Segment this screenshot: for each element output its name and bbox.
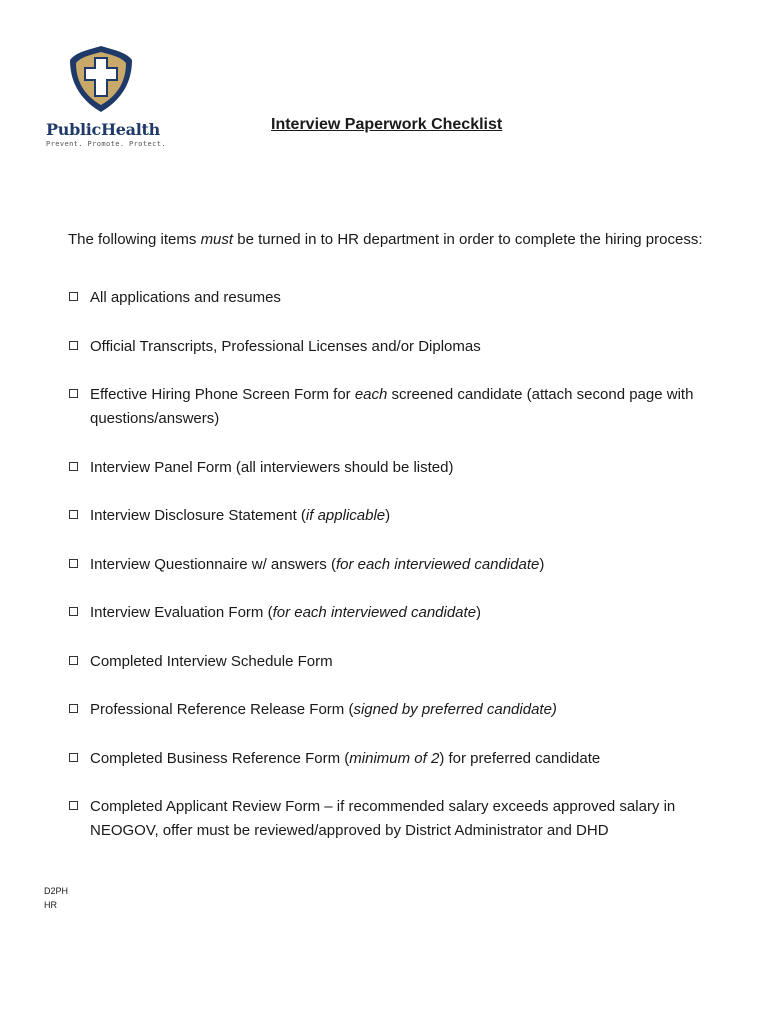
item-text: Interview Evaluation Form ( [90,604,273,621]
checklist-item [68,335,728,359]
checkbox[interactable] [69,510,78,519]
item-text: Interview Questionnaire w/ answers ( [90,555,336,573]
item-text-end: screened candidate (attach second page with questions/answers) [90,386,694,427]
checklist-item [68,383,728,431]
checkbox[interactable] [69,607,78,616]
checkbox[interactable] [69,656,78,665]
intro-text-end: be turned in to HR department in order to complete the hiring process: [233,231,703,248]
footer-line: HR [44,900,57,910]
footer-line: D2PH [44,886,69,896]
checklist [68,286,728,868]
checkbox[interactable] [69,704,78,713]
footer-code [44,884,68,912]
item-italic: minimum of 2 [349,749,440,767]
item-italic: if applicable [305,507,386,524]
item-text-end: ) [539,555,545,573]
checkbox[interactable] [69,389,78,398]
checklist-item [68,504,728,528]
item-text: Official Transcripts, Professional Licenses and/or Diplomas [90,337,481,355]
intro-text: The following items [68,231,201,248]
checklist-item [68,650,728,674]
item-text: Completed Applicant Review Form – if recommended salary exceeds approved salary in NEOGOV, offer must be reviewed/approved by District Administrator and DHD [90,798,676,839]
item-italic: signed by preferred candidate) [353,701,557,718]
logo-tagline: Prevent. Promote. Protect. [46,140,166,148]
checklist-item [68,553,728,577]
checklist-item [68,286,728,310]
item-italic: for each interviewed candidate [272,604,477,621]
intro-emphasis: must [200,231,234,248]
item-text-end: ) for preferred candidate [439,749,601,767]
checklist-item [68,456,728,480]
item-text: Interview Disclosure Statement ( [90,507,306,524]
item-text: Completed Interview Schedule Form [90,652,333,670]
item-text: Effective Hiring Phone Screen Form for [90,386,355,403]
item-text: Interview Panel Form (all interviewers should be listed) [90,458,454,476]
checkbox[interactable] [69,753,78,762]
page-title: Interview Paperwork Checklist [271,116,503,133]
checklist-item [68,747,728,771]
checkbox[interactable] [69,559,78,568]
item-text: Completed Business Reference Form ( [90,749,350,767]
checkbox[interactable] [69,292,78,301]
shield-cross-icon [66,44,136,114]
intro-paragraph [68,228,718,252]
checklist-item [68,795,728,843]
checkbox[interactable] [69,462,78,471]
public-health-logo [42,44,166,154]
item-text-end: ) [476,604,482,621]
item-text: Professional Reference Release Form ( [90,701,354,718]
item-text: All applications and resumes [90,289,281,306]
item-italic: each [354,386,388,403]
checkbox[interactable] [69,801,78,810]
item-italic: for each interviewed candidate [335,555,540,573]
checklist-item [68,601,728,625]
checklist-item [68,698,728,722]
logo-name: PublicHealth [46,120,160,139]
checkbox[interactable] [69,341,78,350]
item-text-end: ) [385,507,391,524]
